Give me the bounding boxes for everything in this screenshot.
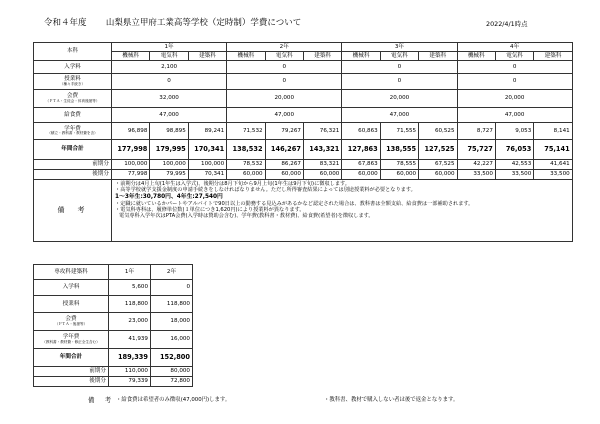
row-label: 後期分 [34, 377, 109, 387]
row-label-meal: 給食費 [34, 108, 112, 123]
cell: 67,863 [342, 160, 380, 170]
cell: 78,532 [227, 160, 265, 170]
dept-header: 建築科 [534, 52, 572, 61]
cell: 33,500 [495, 170, 533, 180]
cell: 72,800 [151, 377, 193, 387]
cell: 76,053 [495, 140, 533, 160]
cell: 127,863 [342, 140, 380, 160]
cell: 0 [342, 61, 457, 74]
cell: 60,000 [265, 170, 303, 180]
cell: 79,995 [150, 170, 188, 180]
cell: 189,339 [109, 349, 151, 367]
cell: 8,727 [457, 123, 495, 140]
cell: 60,000 [419, 170, 457, 180]
cell: 138,555 [380, 140, 418, 160]
cell: 47,000 [227, 108, 342, 123]
table-row-total [34, 140, 573, 160]
cell: 86,267 [265, 160, 303, 170]
label-note: （積立・教科書・教材費を含） [47, 131, 98, 136]
dept-header: 電気科 [150, 52, 188, 61]
cell: 0 [457, 74, 572, 90]
cell: 100,000 [188, 160, 226, 170]
dept-header: 電気科 [265, 52, 303, 61]
cell: 89,241 [188, 123, 226, 140]
table-row [34, 90, 573, 108]
dept-header: 建築科 [188, 52, 226, 61]
cell: 60,000 [303, 170, 341, 180]
cell: 18,000 [151, 313, 193, 331]
label-text: 会費 [66, 93, 79, 100]
dept-header: 建築科 [303, 52, 341, 61]
as-of-date: 2022/4/1時点 [486, 20, 528, 28]
table-row [34, 313, 193, 331]
year-header: 1年 [112, 43, 227, 52]
cell: 110,000 [109, 367, 151, 377]
cell: 100,000 [150, 160, 188, 170]
cell: 60,000 [227, 170, 265, 180]
cell: 20,000 [342, 90, 457, 108]
dept-header: 機械科 [457, 52, 495, 61]
cell: 0 [227, 61, 342, 74]
cell: 32,000 [112, 90, 227, 108]
cell: 79,339 [109, 377, 151, 387]
cell: 8,141 [534, 123, 572, 140]
table-row [34, 331, 193, 349]
sub-corner: 専攻科建築科 [34, 265, 109, 280]
cell: 60,000 [342, 170, 380, 180]
cell: 47,000 [342, 108, 457, 123]
main-fee-table [33, 42, 573, 242]
cell: 100,000 [112, 160, 150, 170]
cell: 41,641 [534, 160, 572, 170]
cell: 118,800 [109, 296, 151, 313]
row-label-school [34, 123, 112, 140]
row-label: 年間合計 [34, 349, 109, 367]
cell: 42,553 [495, 160, 533, 170]
cell: 77,998 [112, 170, 150, 180]
table-row [34, 280, 193, 296]
cell: 9,053 [495, 123, 533, 140]
year-header: 2年 [227, 43, 342, 52]
cell: 179,995 [150, 140, 188, 160]
advanced-course-table [33, 264, 193, 387]
label-note: （ＰＴＡ・後援等） [54, 321, 88, 326]
row-label-admission: 入学料 [34, 61, 112, 74]
table-row [34, 170, 573, 180]
table-row-total [34, 349, 193, 367]
cell: 76,321 [303, 123, 341, 140]
year-header: 3年 [342, 43, 457, 52]
table-row [34, 123, 573, 140]
row-label: 入学料 [34, 280, 109, 296]
cell: 16,000 [151, 331, 193, 349]
cell: 60,863 [342, 123, 380, 140]
note-line: 電気専科入学年次はPTA会費(入学時は賛助会含む)、学年費(教科書・教材費)、給食費(希望者)を徴収します。 [119, 213, 374, 220]
dept-header: 電気科 [495, 52, 533, 61]
label-note: （教科書・教材費・修正全生含む） [42, 339, 100, 344]
cell: 71,532 [227, 123, 265, 140]
cell: 83,321 [303, 160, 341, 170]
dept-header: 建築科 [419, 52, 457, 61]
cell: 67,525 [419, 160, 457, 170]
cell: 33,500 [457, 170, 495, 180]
cell: 20,000 [457, 90, 572, 108]
cell: 177,998 [112, 140, 150, 160]
cell: 170,341 [188, 140, 226, 160]
dept-header: 機械科 [227, 52, 265, 61]
cell: 80,000 [151, 367, 193, 377]
notes-row [34, 180, 573, 242]
cell: 146,267 [265, 140, 303, 160]
cell: 47,000 [457, 108, 572, 123]
footer-note-meal: ・給食費は希望者のみ徴収(47,000円)します。 [116, 397, 231, 403]
cell: 0 [151, 280, 193, 296]
cell: 98,895 [150, 123, 188, 140]
main-corner: 本科 [34, 43, 112, 61]
note-line: ・電気科専科は、履修単位数(１単位につき1,620円)により授業料が異なります。 [115, 207, 305, 214]
era-label: 令和４年度 [44, 18, 87, 28]
table-row [34, 74, 573, 90]
cell: 33,500 [534, 170, 572, 180]
cell: 143,321 [303, 140, 341, 160]
table-row [34, 367, 193, 377]
label-text: 学年費 [62, 334, 80, 341]
cell: 23,000 [109, 313, 151, 331]
cell: 152,800 [151, 349, 193, 367]
year-header: 2年 [151, 265, 193, 280]
table-row [34, 108, 573, 123]
row-label [34, 331, 109, 349]
cell: 5,600 [109, 280, 151, 296]
cell: 118,800 [151, 296, 193, 313]
dept-header: 機械科 [342, 52, 380, 61]
school-title: 山梨県立甲府工業高等学校（定時制）学費について [105, 18, 302, 28]
cell: 71,555 [380, 123, 418, 140]
cell: 0 [227, 74, 342, 90]
cell: 41,939 [109, 331, 151, 349]
label-text: 学年費 [64, 125, 81, 132]
row-label-total: 年間合計 [34, 140, 112, 160]
notes-label: 備 考 [34, 180, 112, 242]
note-line: ・定職に就いているかパートやアルバイトで90日以上の勤務する見込みがあるかなど認定された場合は、教科書は全額支給、給食費は一部補助されます。 [115, 200, 474, 207]
table-row [34, 160, 573, 170]
dept-header: 機械科 [112, 52, 150, 61]
label-note: （ＰＴＡ・生徒会・体育後援等） [45, 98, 100, 103]
notes-cell [112, 180, 573, 242]
cell: 0 [457, 61, 572, 74]
cell: 2,100 [112, 61, 227, 74]
note-line-emphasis: 1～3年生:30,780円、4年生:27,540円 [115, 193, 223, 200]
cell: 78,555 [380, 160, 418, 170]
row-label-second-half: 後期分 [34, 170, 112, 180]
row-label: 授業料 [34, 296, 109, 313]
table-row [34, 296, 193, 313]
footer-label: 備 考 [88, 396, 114, 404]
table-row [34, 377, 193, 387]
cell: 96,898 [112, 123, 150, 140]
table-row [34, 61, 573, 74]
cell: 75,727 [457, 140, 495, 160]
row-label-tuition [34, 74, 112, 90]
row-label: 前期分 [34, 367, 109, 377]
row-label [34, 313, 109, 331]
cell: 42,227 [457, 160, 495, 170]
cell: 0 [112, 74, 227, 90]
row-label-first-half: 前期分 [34, 160, 112, 170]
year-header: 1年 [109, 265, 151, 280]
label-note: （種々手続き） [59, 81, 86, 86]
cell: 47,000 [112, 108, 227, 123]
cell: 127,525 [419, 140, 457, 160]
cell: 138,532 [227, 140, 265, 160]
footer-note-textbook: ・教科書、教材で購入しない者は後で返金となります。 [324, 397, 459, 403]
note-line: ・前期分は4月上旬(1年生は入学式)、後期分は8月下旬から9月上旬(1年生は9月下旬)に徴収します。 [115, 181, 350, 187]
dept-header: 電気科 [380, 52, 418, 61]
cell: 70,341 [188, 170, 226, 180]
row-label-fees [34, 90, 112, 108]
year-header: 4年 [457, 43, 572, 52]
cell: 60,000 [380, 170, 418, 180]
cell: 79,267 [265, 123, 303, 140]
cell: 0 [342, 74, 457, 90]
note-line: ・高等学校就学支援金制度の申請手続きをしなければなりません。ただし所得審査結果によっては別途授業料が必要となります。 [115, 187, 416, 194]
cell: 75,141 [534, 140, 572, 160]
label-text: 授業料 [64, 76, 81, 83]
cell: 20,000 [227, 90, 342, 108]
page-title [44, 16, 301, 28]
cell: 60,525 [419, 123, 457, 140]
label-text: 会費 [65, 316, 77, 323]
